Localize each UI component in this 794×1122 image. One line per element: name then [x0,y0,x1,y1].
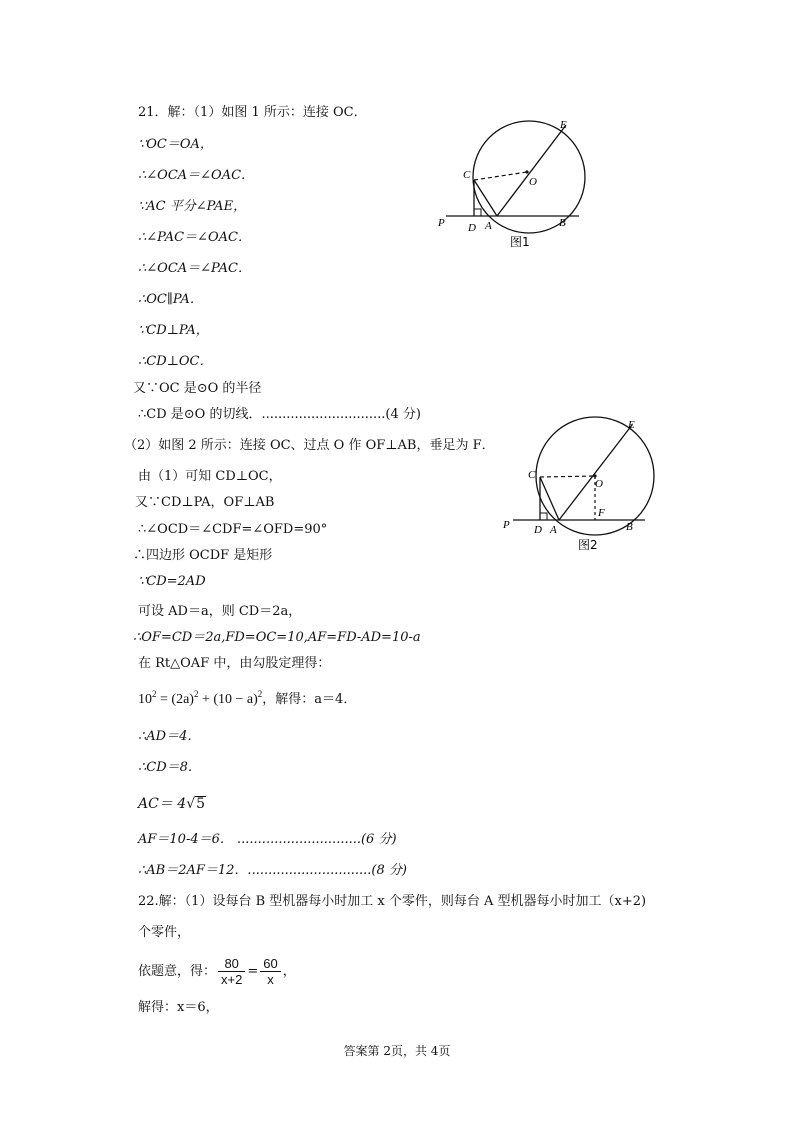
fig2-caption: 图2 [578,538,598,552]
pythagorean-equation [138,689,357,708]
fig1-label-c: C [463,169,471,181]
q21-part2-step-8: 在 Rt△OAF 中，由勾股定理得： [138,656,331,671]
fig2-label-c: C [528,469,536,481]
q22-equation [138,955,296,989]
fig2-label-d: D [534,524,542,536]
q22-eq-sign: = [247,964,259,979]
fig2-line-ae [559,425,632,520]
fig1-label-a: A [485,220,492,232]
eq-term-1: (2a) [171,692,194,707]
q21-step-5: ∴∠OCA＝∠PAC． [138,261,251,276]
page-footer: 答案第 2页，共 4页 [343,1044,451,1058]
fig1-label-b: B [559,217,566,229]
q21-step-1: ∵OC＝OA， [138,137,213,152]
q21-part2-step-5: ∵CD=2AD [138,574,206,589]
fig1-line-ae [497,125,566,216]
q21-step-3: ∵AC 平分∠PAE， [138,199,247,214]
q21-step-8: ∴CD⊥OC． [138,354,213,369]
q21-part2-header: （2）如图 2 所示：连接 OC、过点 O 作 OF⊥AB，垂足为 F． [124,438,495,453]
q21-part2-step-4: ∴四边形 OCDF 是矩形 [133,548,273,563]
ac-prefix: AC＝ 4 [138,796,187,812]
eq-solve: ，解得：a＝4． [262,692,357,707]
eq-equals: = [156,692,172,707]
fig2-label-e: E [628,419,635,431]
q21-header: 21．解：（1）如图 1 所示：连接 OC． [138,105,367,120]
eq-exp-3: 2 [257,689,263,699]
fraction-2-denominator: x [267,972,274,987]
fraction-2 [260,956,280,987]
fig1-label-d: D [468,222,476,234]
q21-step-9: 又∵OC 是⊙O 的半径 [133,381,262,396]
fig1-right-angle-mark [474,209,481,216]
q21-ab-result: ∴AB＝2AF＝12．..............................(8 分) [138,863,407,878]
fig2-label-a: A [550,524,557,536]
q22-solve: 解得：x＝6， [138,1000,219,1015]
eq-exp-2: 2 [193,689,199,699]
q22-eq-prefix: 依题意，得： [138,964,217,979]
q21-ad-result: ∴AD＝4． [138,729,201,744]
fraction-1-denominator: x+2 [221,972,243,987]
q21-part2-step-2: 又∵CD⊥PA，OF⊥AB [135,495,275,510]
fraction-2-numerator: 60 [260,956,280,972]
q21-step-2: ∴∠OCA＝∠OAC． [138,168,255,183]
figure-1 [428,110,598,255]
q21-af-result: AF＝10-4＝6． ..............................(6 分) [138,832,397,847]
fig1-label-e: E [560,119,567,131]
q21-cd-result: ∴CD＝8． [138,760,201,775]
q22-eq-suffix: ， [282,964,296,979]
fig1-line-co [474,172,527,180]
q21-part2-step-1: 由（1）可知 CD⊥OC， [138,469,282,484]
q21-part2-step-3: ∴∠OCD＝∠CDF=∠OFD=90° [138,522,328,537]
fig2-label-b: B [626,521,633,533]
fig1-center-dot [525,170,528,173]
sqrt-sign: √ [186,796,196,812]
q21-step-10: ∴CD 是⊙O 的切线．..............................(4 分) [138,407,421,422]
fig2-line-co [540,476,595,477]
eq-term-2: (10 − a) [213,692,258,707]
figure-2 [495,412,670,557]
q22-header-cont: 个零件， [138,925,191,940]
fraction-1 [218,956,245,987]
fig2-label-o: O [595,478,603,490]
q21-step-4: ∴∠PAC＝∠OAC． [138,230,251,245]
fig1-label-o: O [529,176,537,188]
q21-step-6: ∴OC∥PA． [138,292,203,307]
q21-part2-step-6: 可设 AD＝a，则 CD＝2a， [138,604,302,619]
fig2-label-p: P [503,519,510,531]
ac-radicand: 5 [196,796,206,812]
q21-part2-step-7: ∴OF=CD＝2a,FD=OC=10,AF=FD-AD=10-a [133,630,421,645]
fig1-label-p: P [438,217,445,229]
eq-exp-1: 2 [152,689,157,699]
q21-ac-result [138,796,206,812]
q22-header: 22.解：（1）设每台 B 型机器每小时加工 x 个零件，则每台 A 型机器每小时加工（x+2) [138,894,647,909]
eq-base: 10 [138,692,152,707]
q21-step-7: ∵CD⊥PA， [138,323,209,338]
fig2-right-angle-mark [540,513,547,520]
fraction-1-numerator: 80 [218,956,245,972]
eq-plus: + [198,692,214,707]
fig2-label-f: F [598,507,605,519]
fig1-caption: 图1 [510,235,530,249]
